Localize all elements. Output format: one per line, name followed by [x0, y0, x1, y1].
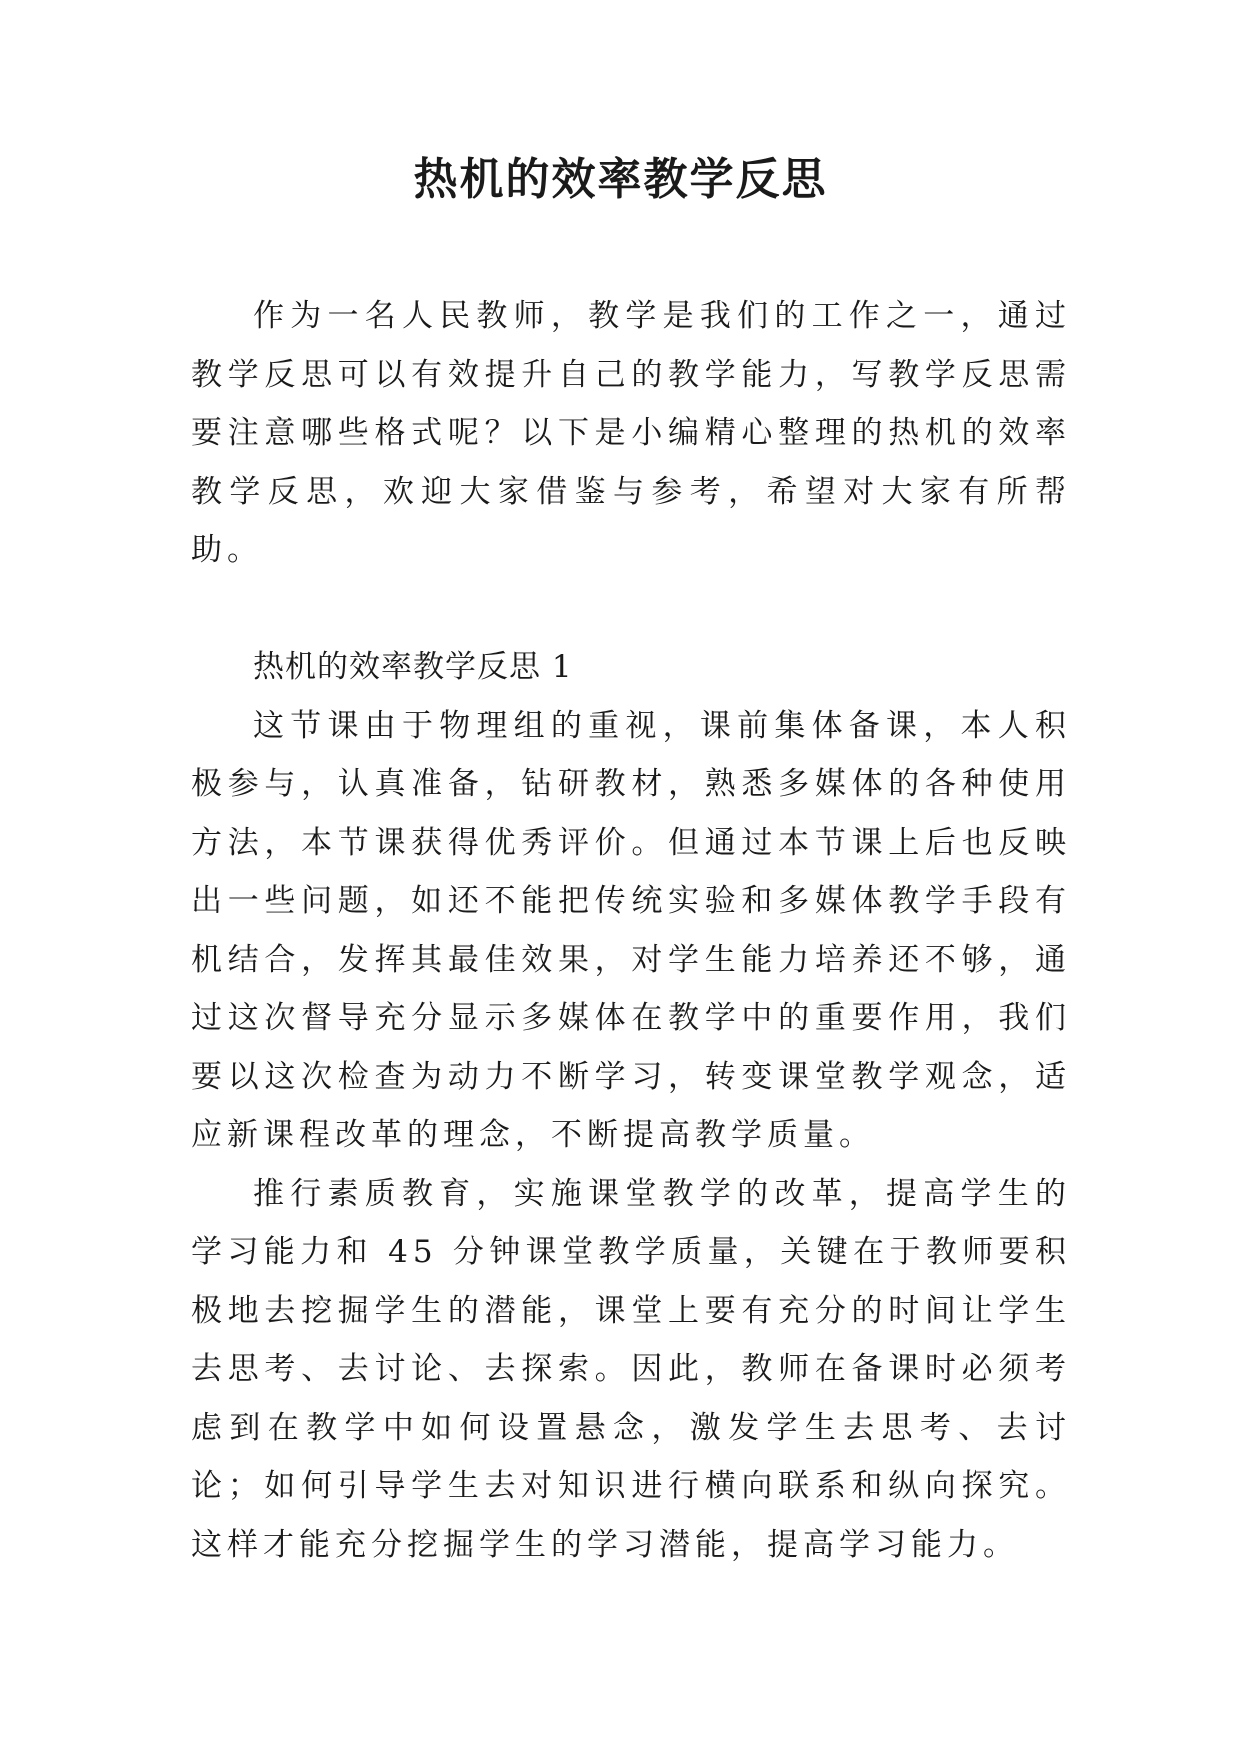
paragraph-gap [191, 580, 1071, 639]
body-paragraph-2: 推行素质教育，实施课堂教学的改革，提高学生的学习能力和 45 分钟课堂教学质量，关键在于教师要积极地去挖掘学生的潜能，课堂上要有充分的时间让学生去思考、去讨论、去探索。因此，教师在备课时必须考虑到在教学中如何设置悬念，激发学生去思考、去讨论；如何引导学生去对知识进行横向联系和纵向探究。这样才能充分挖掘学生的学习潜能，提高学习能力。 [191, 1175, 1071, 1563]
section-heading: 热机的效率教学反思 1 [253, 649, 573, 685]
intro-paragraph: 作为一名人民教师，教学是我们的工作之一，通过教学反思可以有效提升自己的教学能力，写教学反思需要注意哪些格式呢？以下是小编精心整理的热机的效率教学反思，欢迎大家借鉴与参考，希望对大家有所帮助。 [191, 298, 1071, 568]
document-title: 热机的效率教学反思 [413, 154, 828, 205]
document-body [191, 287, 1071, 1574]
body-paragraph-1: 这节课由于物理组的重视，课前集体备课，本人积极参与，认真准备，钻研教材，熟悉多媒体的各种使用方法，本节课获得优秀评价。但通过本节课上后也反映出一些问题，如还不能把传统实验和多媒体教学手段有机结合，发挥其最佳效果，对学生能力培养还不够，通过这次督导充分显示多媒体在教学中的重要作用，我们要以这次检查为动力不断学习，转变课堂教学观念，适应新课程改革的理念，不断提高教学质量。 [191, 707, 1071, 1153]
